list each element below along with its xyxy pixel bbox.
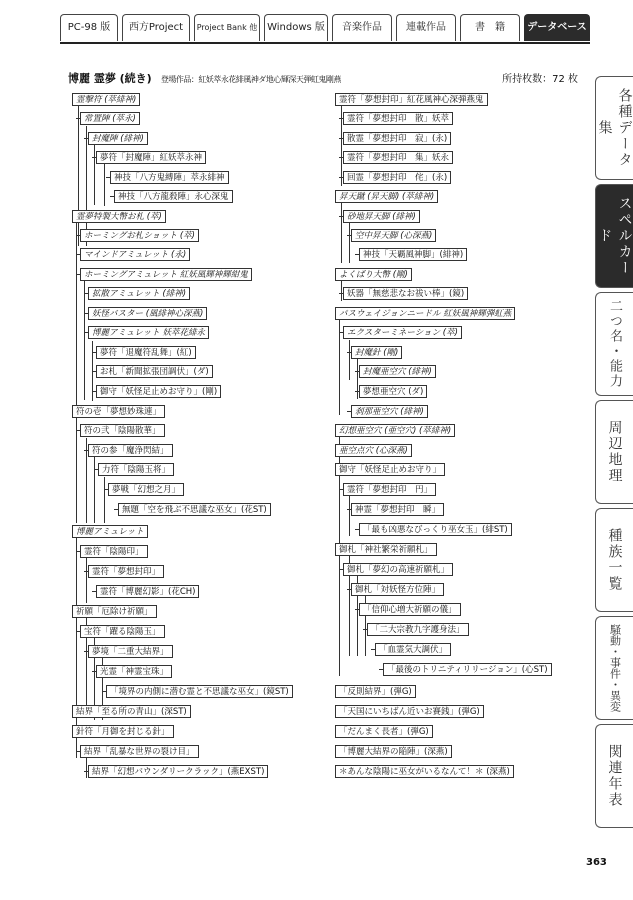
spell-node: 針符「月御を封じる針」	[72, 725, 174, 738]
spell-node: 「反則結界」(弾G)	[335, 685, 416, 698]
tree-branch	[76, 254, 80, 255]
side-tab-timeline[interactable]: 関連年表	[595, 724, 633, 828]
tree-branch	[355, 609, 359, 610]
spell-node: ＊あんな陰陽に巫女がいるなんて！＊ (深燕)	[335, 765, 514, 778]
tree-branch	[339, 138, 343, 139]
spell-node: 「だんまく長者」(弾G)	[335, 725, 433, 738]
spell-node: 霊符「夢想封印 集」妖永	[343, 151, 453, 164]
spell-node: 夢符「封魔陣」紅妖萃永神	[96, 151, 206, 164]
tree-branch	[355, 371, 359, 372]
tree-branch	[347, 509, 351, 510]
tree-branch	[76, 235, 80, 236]
tree-branch	[92, 391, 96, 392]
spell-node: 神霊「夢想封印 瞬」	[351, 503, 444, 516]
spell-node: 「天国にいちばん近いお賽銭」(弾G)	[335, 705, 484, 718]
tree-connector	[357, 359, 358, 399]
tree-branch	[114, 509, 118, 510]
tree-branch	[76, 430, 80, 431]
spell-node: 結界「乱暴な世界の裂け目」	[80, 745, 199, 758]
spell-node: 宝符「躍る陰陽玉」	[80, 625, 165, 638]
tree-connector	[341, 203, 342, 263]
tree-connector	[349, 340, 350, 380]
spell-node: 霊撃符 (萃緋神)	[72, 93, 140, 106]
tree-branch	[355, 254, 359, 255]
tree-branch	[339, 118, 343, 119]
tab-project-bank[interactable]: Project Bank 他	[194, 14, 260, 41]
tree-branch	[339, 489, 343, 490]
spell-node: ホーミングアミュレット 紅妖風輝神輝紺鬼	[80, 268, 252, 281]
spell-node: 博麗アミュレット	[72, 525, 148, 538]
spell-node: 霊符「夢想封印」紅花風神心深弾燕鬼	[335, 93, 488, 106]
spell-node: 霊符「博麗幻影」(花CH)	[96, 585, 199, 598]
tree-connector	[94, 457, 95, 523]
spell-node: 夢想亜空穴 (ダ)	[359, 385, 427, 398]
tab-database[interactable]: データベース	[524, 14, 590, 41]
right-spell-tree	[335, 93, 585, 783]
tree-branch	[76, 751, 80, 752]
tree-branch	[347, 411, 351, 412]
tree-branch	[106, 177, 110, 178]
spell-node: 御守「妖怪足止めお守り」	[335, 463, 445, 476]
tree-branch	[355, 529, 359, 530]
tree-branch	[363, 629, 367, 630]
spell-node: パスウェイジョンニードル 紅妖風神輝弾虹燕	[335, 307, 515, 320]
tree-connector	[86, 126, 87, 246]
tree-connector	[349, 496, 350, 536]
tree-connector	[78, 106, 79, 246]
card-count: 所持枚数：72 枚	[502, 74, 578, 85]
spell-node: 「信仰心増大祈願の儀」	[359, 603, 461, 616]
spell-node: 光霊「神霊宝珠」	[96, 665, 172, 678]
tree-branch	[339, 177, 343, 178]
spell-node: 夢境「二重大結界」	[88, 645, 173, 658]
tree-branch	[92, 371, 96, 372]
spell-node: 昇天蹴 (昇天脚) (萃緋神)	[335, 190, 438, 203]
tree-branch	[339, 293, 343, 294]
spell-node: 夢戦「幻想之月」	[108, 483, 184, 496]
tree-connector	[94, 145, 95, 205]
spell-node: 霊符「夢想封印 円」	[343, 483, 436, 496]
tree-branch	[347, 235, 351, 236]
tree-branch	[339, 216, 343, 217]
tree-connector	[76, 223, 77, 418]
tree-branch	[84, 332, 88, 333]
tree-branch	[92, 591, 96, 592]
tree-connector	[84, 280, 85, 400]
spell-node: 神技「八方龍殺陣」永心深鬼	[114, 190, 233, 203]
spell-node: 御札「神社繁栄祈願札」	[335, 543, 437, 556]
side-tab-data-collection[interactable]: 各種データ集	[595, 76, 633, 180]
side-tab-incidents[interactable]: 騒動・事件・異変	[595, 616, 633, 720]
tree-branch	[84, 651, 88, 652]
spell-node: 「最後のトリニティリリージョン」(心ST)	[383, 663, 552, 676]
spell-node: 無題「空を飛ぶ不思議な巫女」(花ST)	[118, 503, 271, 516]
tab-pc98[interactable]: PC-98 版	[60, 14, 118, 41]
side-tab-geography[interactable]: 周辺地理	[595, 400, 633, 504]
spell-node: 拡散アミュレット (緋神)	[88, 287, 190, 300]
tree-connector	[86, 758, 87, 778]
tree-branch	[76, 631, 80, 632]
top-tab-bar	[60, 14, 590, 44]
tab-serial[interactable]: 連載作品	[396, 14, 456, 41]
appearance-works: 登場作品：紅妖萃永花緋風神ダ地心輝深天弾虹鬼剛燕	[160, 75, 341, 84]
spell-node: 御守「妖怪足止めお守り」(剛)	[96, 385, 221, 398]
spell-node: 妖怪バスター (風緋神心深燕)	[88, 307, 207, 320]
spell-node: 霊符「陰陽印」	[80, 545, 148, 558]
tab-books[interactable]: 書 籍	[460, 14, 520, 41]
page-number: 363	[586, 857, 607, 868]
spell-node: 亜空点穴 (心深燕)	[335, 444, 412, 457]
spell-node: 「境界の内側に潜む霊と不思議な巫女」(鏡ST)	[106, 685, 293, 698]
spell-node: 結界「幻想バウンダリークラック」(燕EXST)	[88, 765, 268, 778]
side-tab-spell-cards[interactable]: スペルカード	[595, 184, 633, 288]
tree-branch	[84, 771, 88, 772]
tab-seiho-project[interactable]: 西方Project	[122, 14, 190, 41]
tree-branch	[371, 649, 375, 650]
spell-node: 「博麗大結界の陥陣」(深燕)	[335, 745, 452, 758]
tree-branch	[104, 489, 108, 490]
tree-connector	[339, 320, 340, 415]
spell-node: 空中昇天脚 (心深燕)	[351, 229, 436, 242]
side-tab-titles-abilities[interactable]: 二つ名・能力	[595, 292, 633, 396]
spell-node: 神技「八方鬼縛陣」萃永緋神	[110, 171, 229, 184]
tree-branch	[92, 671, 96, 672]
spell-node: 封魔陣 (緋神)	[88, 132, 148, 145]
spell-node: 封魔亜空穴 (緋神)	[359, 365, 436, 378]
spell-node: 散霊「夢想封印 寂」(永)	[343, 132, 451, 145]
spell-node: マインドアミュレット (永)	[80, 248, 190, 261]
tree-connector	[86, 558, 87, 603]
tree-branch	[355, 391, 359, 392]
tree-branch	[84, 571, 88, 572]
tree-branch	[339, 157, 343, 158]
tree-connector	[104, 477, 105, 523]
spell-node: 「血霊気大調伏」	[375, 643, 451, 656]
spell-node: エクスターミネーション (萃)	[343, 326, 462, 339]
tree-branch	[339, 569, 343, 570]
tree-branch	[76, 118, 80, 119]
spell-node: 符の壱「夢想妙珠連」	[72, 405, 165, 418]
tree-branch	[84, 450, 88, 451]
spell-node: 符の参「魔浄閃結」	[88, 444, 173, 457]
side-tab-races[interactable]: 種族一覧	[595, 508, 633, 612]
tree-branch	[84, 313, 88, 314]
tree-branch	[347, 352, 351, 353]
spell-node: 刹那亜空穴 (緋神)	[351, 405, 428, 418]
spell-node: お札「新聞拡張団調伏」(ダ)	[96, 365, 213, 378]
spell-node: 博麗アミュレット 妖萃花緋永	[88, 326, 209, 339]
tree-branch	[379, 669, 383, 670]
tree-branch	[92, 352, 96, 353]
spell-node: 神技「天覇風神脚」(緋神)	[359, 248, 467, 261]
tree-branch	[76, 274, 80, 275]
spell-node: 符の弐「陰陽散華」	[80, 424, 165, 437]
tree-branch	[84, 138, 88, 139]
tree-branch	[92, 157, 96, 158]
spell-node: 回霊「夢想封印 侘」(永)	[343, 171, 451, 184]
spell-node: 結界「至る所の青山」(深ST)	[72, 705, 191, 718]
spell-node: 封魔針 (剛)	[351, 346, 402, 359]
spell-node: ホーミングお札ショット (萃)	[80, 229, 199, 242]
spell-node: 御札「対妖怪方位陣」	[351, 583, 444, 596]
tree-branch	[84, 293, 88, 294]
spell-node: 御札「夢幻の高速祈願札」	[343, 563, 453, 576]
tree-branch	[110, 196, 114, 197]
spell-node: 「最も凶悪なびっくり巫女玉」(緋ST)	[359, 523, 512, 536]
spell-node: 霊符「夢想封印 散」妖萃	[343, 112, 453, 125]
tree-branch	[94, 469, 98, 470]
tree-connector	[76, 418, 77, 523]
spell-node: 妖器「無慈悲なお祓い棒」(鏡)	[343, 287, 468, 300]
tab-music[interactable]: 音楽作品	[332, 14, 392, 41]
spell-node: 祈願「厄除け祈願」	[72, 605, 157, 618]
tab-windows[interactable]: Windows 版	[264, 14, 328, 41]
tree-branch	[102, 691, 106, 692]
spell-node: よくばり大幣 (剛)	[335, 268, 412, 281]
spell-node: 霊符「夢想封印」	[88, 565, 164, 578]
spell-node: 幻想亜空穴 (亜空穴) (萃緋神)	[335, 424, 455, 437]
spell-node: 砂地昇天脚 (緋神)	[343, 210, 420, 223]
tree-branch	[339, 332, 343, 333]
tree-connector	[349, 223, 350, 263]
tree-connector	[104, 164, 105, 206]
tree-connector	[341, 281, 342, 301]
tree-branch	[76, 551, 80, 552]
spell-node: 夢符「退魔符乱舞」(紅)	[96, 346, 196, 359]
spell-node: 「二大宗教九字護身法」	[367, 623, 469, 636]
spell-node: 霊夢特製大幣お札 (萃)	[72, 210, 166, 223]
spell-node: 常置陣 (萃永)	[80, 112, 140, 125]
spell-node: 力符「陰陽玉将」	[98, 463, 174, 476]
tree-branch	[347, 589, 351, 590]
character-header	[68, 70, 588, 84]
left-spell-tree	[72, 93, 316, 783]
character-name: 博麗 霊夢 (続き)	[68, 72, 152, 85]
